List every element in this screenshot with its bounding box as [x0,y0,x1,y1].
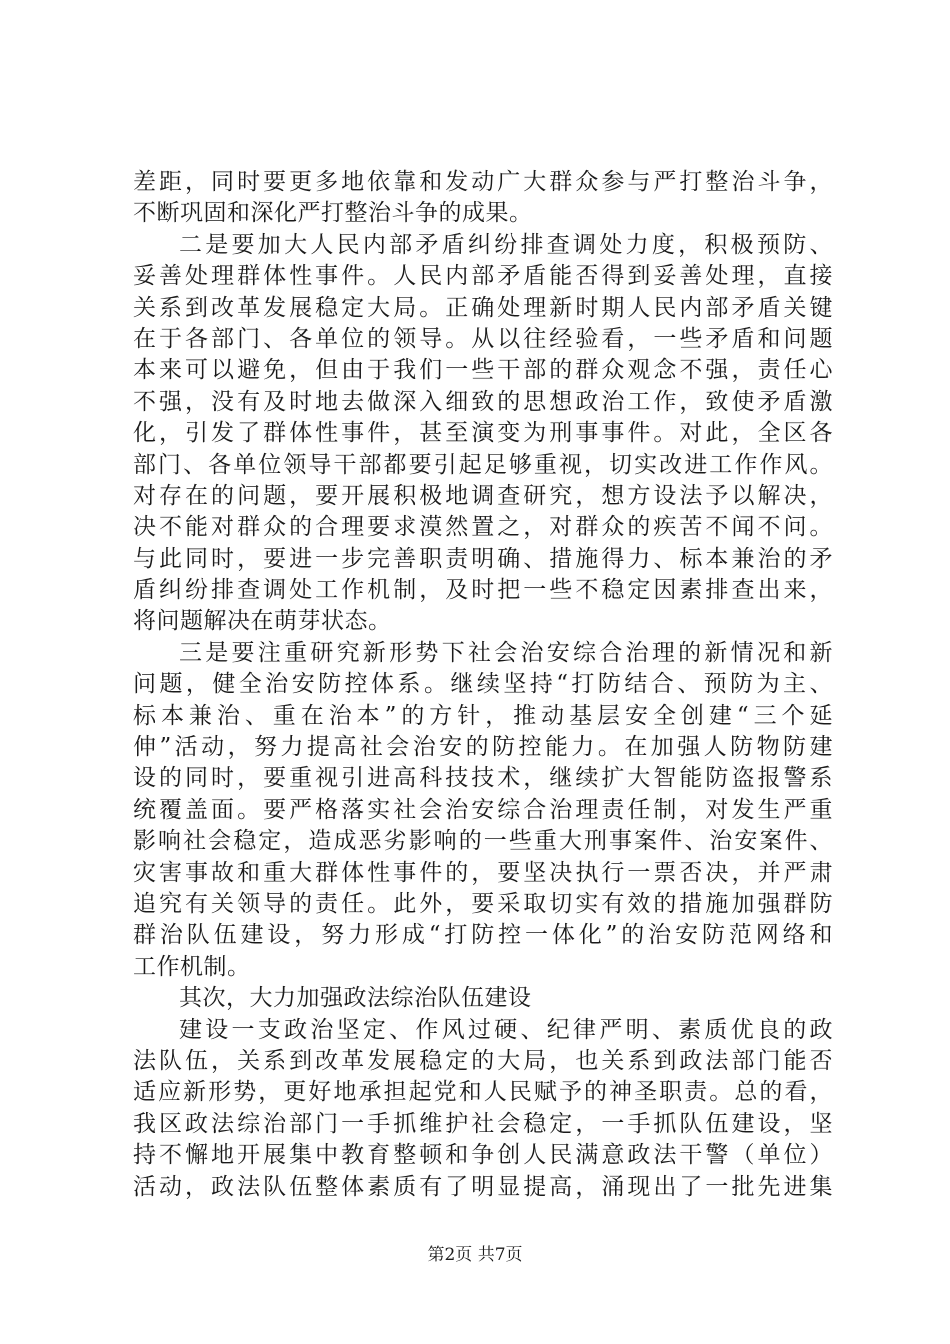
document-body [133,167,833,1203]
text-line: 二是要加大人民内部矛盾纠纷排查调处力度，积极预防、 [179,231,833,258]
text-line: 问题，健全治安防控体系。继续坚持“打防结合、预防为主、 [133,671,833,698]
text-line: 灾害事故和重大群体性事件的，要坚决执行一票否决，并严肃 [133,859,833,886]
text-line: 在于各部门、各单位的领导。从以往经验看，一些矛盾和问题 [133,325,833,352]
text-line: 我区政法综治部门一手抓维护社会稳定，一手抓队伍建设，坚 [133,1110,833,1137]
page-number-footer: 第2页 共7页 [427,1245,523,1265]
text-line: 化，引发了群体性事件，甚至演变为刑事事件。对此，全区各 [133,420,833,447]
text-line: 关系到改革发展稳定大局。正确处理新时期人民内部矛盾关键 [133,294,833,321]
text-line: 活动，政法队伍整体素质有了明显提高，涌现出了一批先进集 [133,1173,833,1200]
text-line: 不断巩固和深化严打整治斗争的成果。 [133,200,533,227]
text-line: 盾纠纷排查调处工作机制，及时把一些不稳定因素排查出来， [133,577,833,604]
text-line: 适应新形势，更好地承担起党和人民赋予的神圣职责。总的看， [133,1079,833,1106]
text-line: 工作机制。 [133,953,251,980]
text-line: 本来可以避免，但由于我们一些干部的群众观念不强，责任心 [133,357,833,384]
text-line: 不强，没有及时地去做深入细致的思想政治工作，致使矛盾激 [133,388,833,415]
text-line: 部门、各单位领导干部都要引起足够重视，切实改进工作作风。 [133,451,833,478]
text-line: 法队伍，关系到改革发展稳定的大局，也关系到政法部门能否 [133,1047,833,1074]
text-line: 持不懈地开展集中教育整顿和争创人民满意政法干警（单位） [133,1142,833,1169]
text-line: 群治队伍建设，努力形成“打防控一体化”的治安防范网络和 [133,922,833,949]
text-line: 差距，同时要更多地依靠和发动广大群众参与严打整治斗争， [133,169,833,195]
text-line: 妥善处理群体性事件。人民内部矛盾能否得到妥善处理，直接 [133,263,833,290]
text-line: 伸”活动，努力提高社会治安的防控能力。在加强人防物防建 [133,734,833,761]
text-line: 将问题解决在萌芽状态。 [133,608,392,635]
text-line: 建设一支政治坚定、作风过硬、纪律严明、素质优良的政 [179,1016,833,1043]
text-line: 对存在的问题，要开展积极地调查研究，想方设法予以解决， [133,482,833,509]
text-line: 影响社会稳定，造成恶劣影响的一些重大刑事案件、治安案件、 [133,828,833,855]
text-line: 追究有关领导的责任。此外，要采取切实有效的措施加强群防 [133,890,833,917]
text-line: 三是要注重研究新形势下社会治安综合治理的新情况和新 [179,639,833,666]
text-line: 决不能对群众的合理要求漠然置之，对群众的疾苦不闻不问。 [133,514,833,541]
text-line: 设的同时，要重视引进高科技技术，继续扩大智能防盗报警系 [133,765,833,792]
text-line: 统覆盖面。要严格落实社会治安综合治理责任制，对发生严重 [133,796,833,823]
text-line: 标本兼治、重在治本”的方针，推动基层安全创建“三个延 [133,702,833,729]
text-line: 其次，大力加强政法综治队伍建设 [179,985,532,1012]
text-line: 与此同时，要进一步完善职责明确、措施得力、标本兼治的矛 [133,545,833,572]
